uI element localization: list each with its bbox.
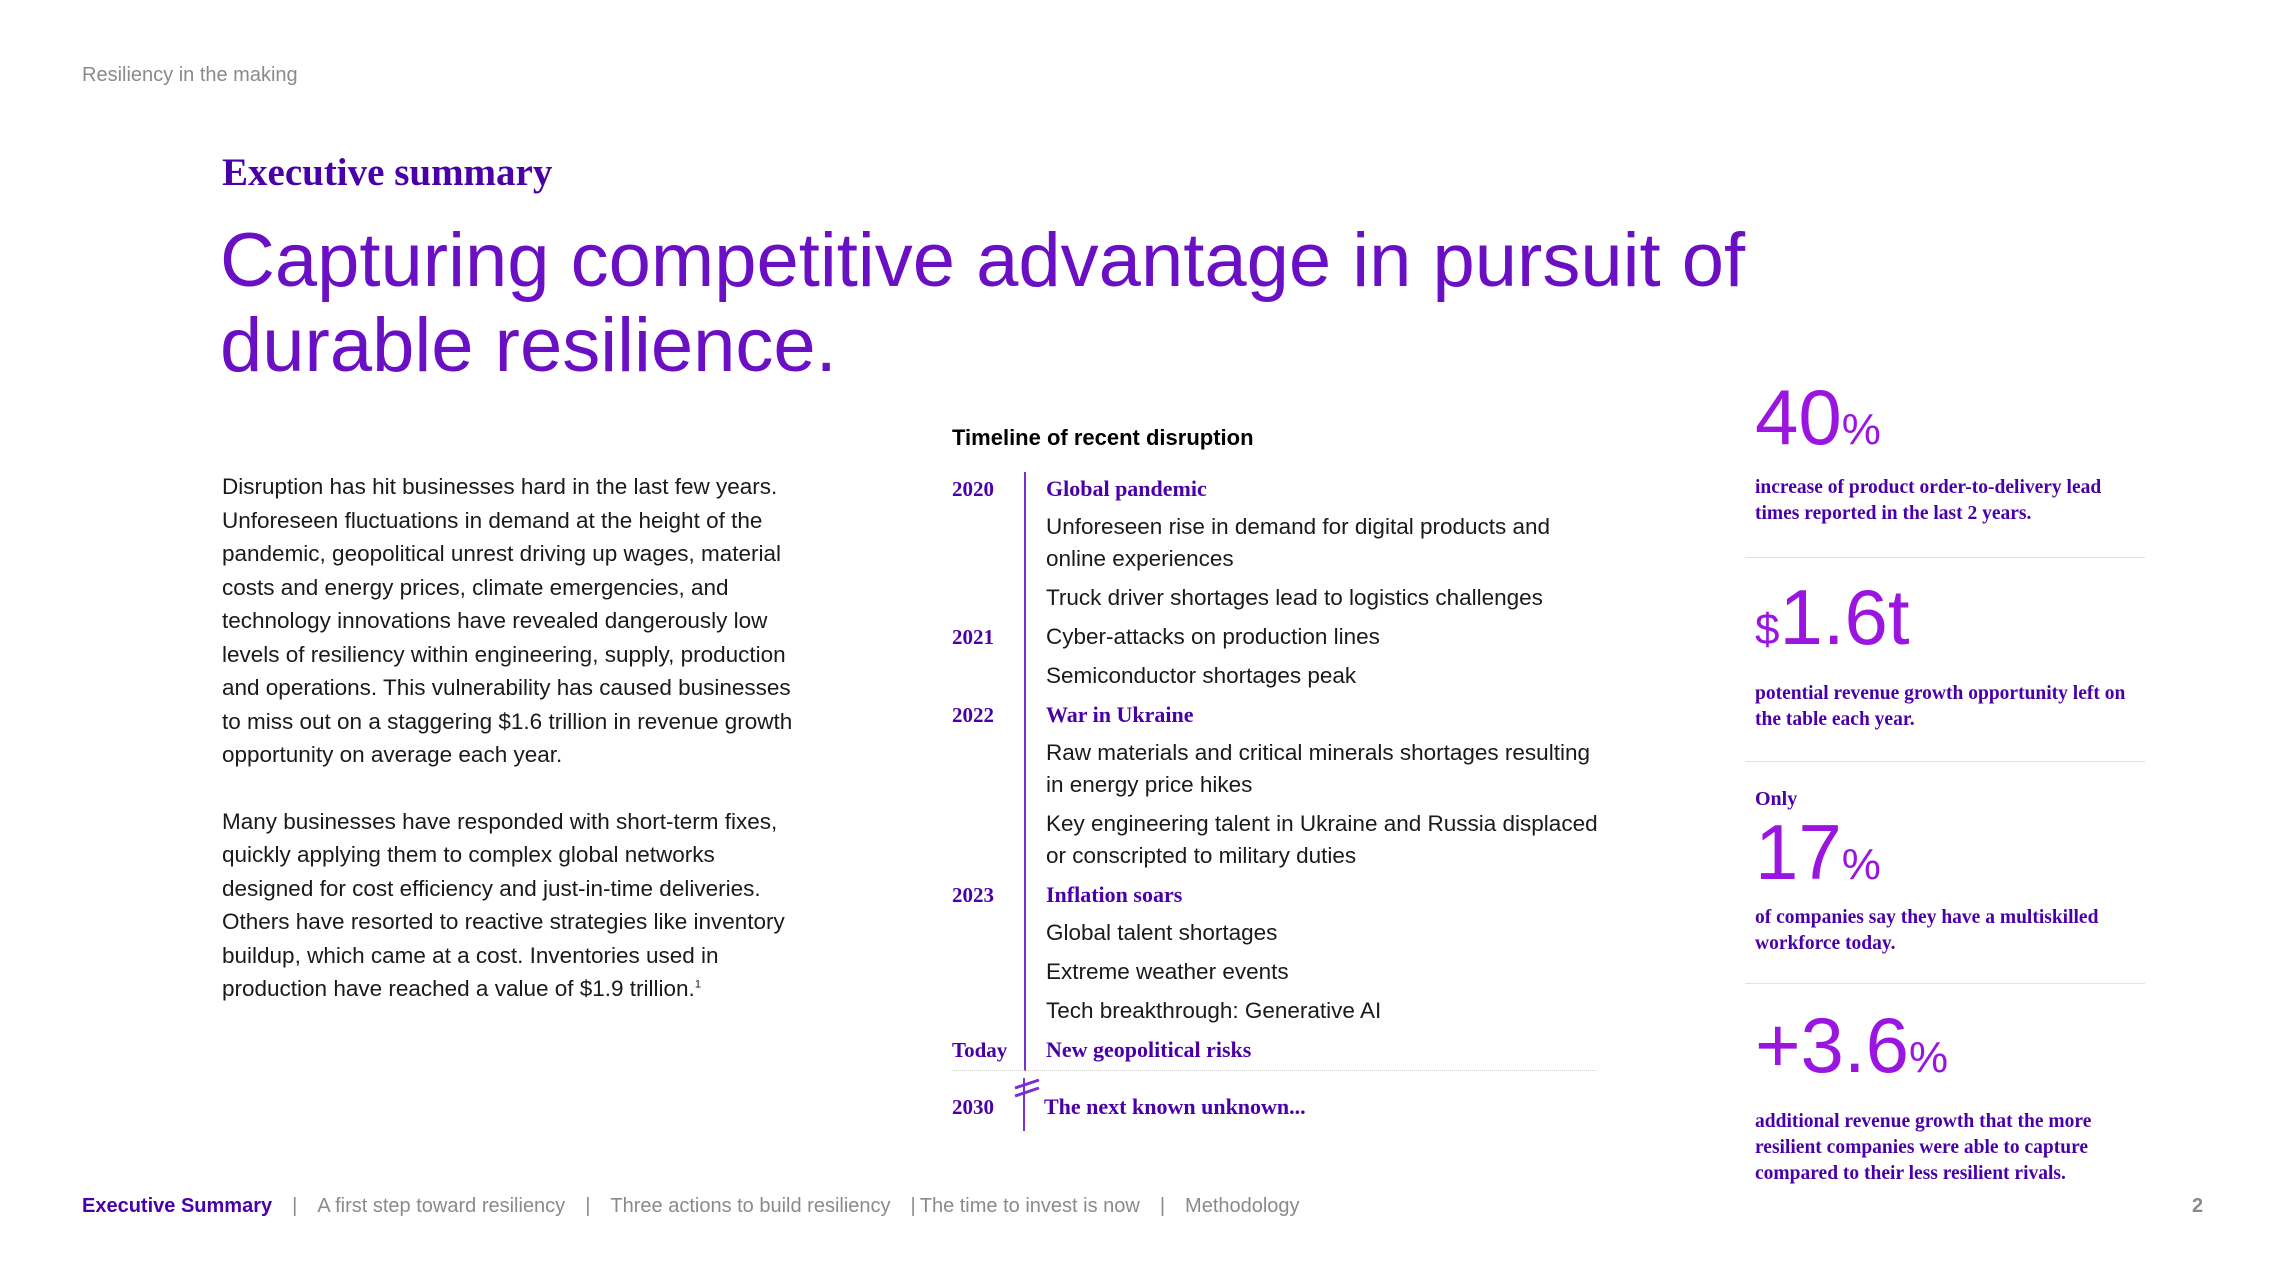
footer-separator: | [1159,1195,1166,1217]
timeline-item: Global talent shortages [1046,920,1278,945]
stat-value: 17 [1755,808,1842,896]
body-text [222,470,802,1006]
stat-number [1755,808,2145,905]
page-number: 2 [2192,1195,2204,1217]
footer-separator: | [292,1195,298,1217]
page-headline: Capturing competitive advantage in pursuit of durable resilience. [220,218,1746,388]
footer-nav [82,1195,1300,1218]
stat-prefix: Only [1755,788,1798,810]
footer-link-time-to-invest[interactable]: The time to invest is now [919,1195,1140,1217]
timeline-bar [1024,1033,1026,1071]
timeline-headline: War in Ukraine [1046,702,1194,727]
stat-description: potential revenue growth opportunity left on the table each year. [1755,683,2126,730]
timeline-item: Cyber-attacks on production lines [1046,624,1380,649]
timeline-item: Raw materials and critical minerals shortages resulting in energy price hikes [1046,740,1590,797]
stat-currency: $ [1755,605,1780,654]
timeline-headline: Global pandemic [1046,476,1207,501]
timeline [952,472,1602,1071]
timeline-entry-today [952,1033,1602,1071]
timeline-title: Timeline of recent disruption [952,425,1254,450]
footer-separator: | [585,1195,591,1217]
timeline-bar [1024,878,1026,1033]
footer-link-first-step[interactable]: A first step toward resiliency [317,1195,566,1217]
stat-value: 1.6t [1779,573,1910,661]
stat-card [1745,558,2145,761]
timeline-bar [1024,698,1026,878]
stat-value: +3.6 [1755,1001,1909,1089]
timeline-item: Tech breakthrough: Generative AI [1046,998,1382,1023]
timeline-headline: New geopolitical risks [1046,1037,1252,1062]
timeline-item: Truck driver shortages lead to logistics challenges [1046,585,1543,610]
timeline-year: 2023 [952,883,994,907]
footer-link-three-actions[interactable]: Three actions to build resiliency [610,1195,891,1217]
footer-link-executive-summary[interactable]: Executive Summary [82,1195,273,1217]
timeline-headline: Inflation soars [1046,882,1183,907]
timeline-year: Today [952,1038,1008,1062]
timeline-bar [1024,620,1026,698]
footer-link-methodology[interactable]: Methodology [1185,1195,1300,1217]
timeline-headline: The next known unknown... [1044,1094,1306,1119]
stat-card [1745,984,2145,1187]
stat-description: increase of product order-to-delivery lead times reported in the last 2 years. [1755,477,2102,524]
timeline-item: Extreme weather events [1046,959,1289,984]
section-eyebrow: Executive summary [222,151,553,194]
timeline-year: 2020 [952,477,994,501]
timeline-year: 2022 [952,703,994,727]
body-paragraph-1: Disruption has hit businesses hard in the last few years. Unforeseen fluctuations in demand at the height of the pandemic, geopolitical unrest driving up wages, material costs and energy prices, climate emergencies, and technology innovations have revealed dangerously low levels of resiliency within engineering, supply, production and operations. This vulnerability has caused businesses to miss out on a staggering $1.6 trillion in revenue growth opportunity on average each year. [222,474,793,767]
stat-unit: % [1841,840,1881,889]
timeline-entry-2020 [952,472,1602,620]
stats-column [1745,372,2145,1187]
footer-separator: | [910,1195,916,1217]
stat-card [1745,372,2145,557]
stat-value: 40 [1755,373,1842,461]
stat-description: of companies say they have a multiskilled workforce today. [1755,907,2099,954]
body-paragraph-2 [222,805,802,1006]
running-head: Resiliency in the making [82,64,298,86]
stat-unit: % [1841,405,1881,454]
stat-card [1745,762,2145,983]
stat-number [1755,572,2145,675]
stat-number [1755,372,2145,475]
timeline-entry-2021 [952,620,1602,698]
timeline-divider [952,1070,1597,1071]
stat-number [1755,1000,2145,1103]
timeline-year: 2030 [952,1095,994,1119]
stat-unit: % [1908,1033,1949,1082]
timeline-item: Semiconductor shortages peak [1046,663,1357,688]
timeline-year: 2021 [952,625,994,649]
timeline-entry-2023 [952,878,1602,1033]
body-paragraph-2-text: Many businesses have responded with short-term fixes, quickly applying them to complex global networks designed for cost efficiency and just-in-time deliveries. Others have resorted to reactive strategies like inventory buildup, which came at a cost. Inventories used in production have reached a value of $1.9 trillion. [222,808,785,1001]
stat-description: additional revenue growth that the more resilient companies were able to capture compared to their less resilient rivals. [1755,1111,2092,1184]
footnote-marker[interactable]: 1 [694,978,701,991]
timeline-item: Key engineering talent in Ukraine and Russia displaced or conscripted to military duties [1046,811,1598,868]
timeline-entry-future [952,1088,1602,1122]
timeline-entry-2022 [952,698,1602,878]
timeline-item: Unforeseen rise in demand for digital products and online experiences [1046,514,1551,571]
timeline-bar [1024,472,1026,620]
